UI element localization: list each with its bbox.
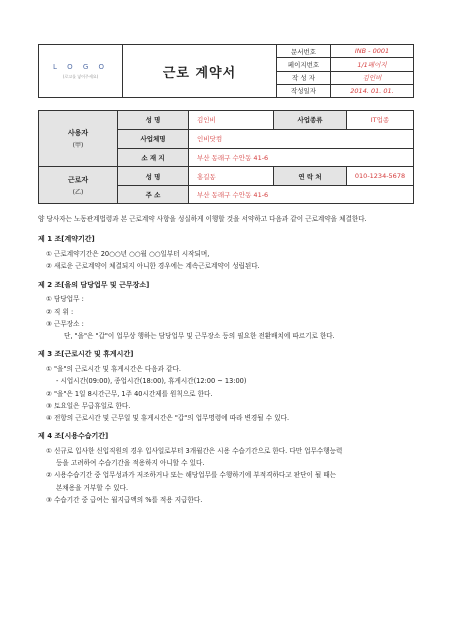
employee-name-label: 성 명 — [118, 167, 189, 184]
meta-value: INB - 0001 — [354, 47, 390, 56]
employer-name-label: 성 명 — [118, 111, 189, 129]
article-clause: ① "을"의 근로시간 및 휴게시간은 다음과 같다. — [46, 365, 181, 374]
article-clause: 단, "을"은 "갑"이 업무상 행하는 담당업무 및 근무장소 등의 필요한 전환배치에 따르기로 한다. — [64, 332, 335, 340]
logo-box — [39, 45, 123, 97]
article-clause: ② 직 위 : — [46, 307, 74, 316]
article-clause: - 시업시간(09:00), 종업시간(18:00), 휴게시간(12:00 ~ 13:00) — [56, 377, 247, 386]
article-clause: ① 담당업무 : — [46, 295, 84, 304]
article-section — [38, 234, 416, 271]
article-section — [38, 349, 416, 423]
employee-rows — [118, 167, 413, 203]
employer-addr-value: 부산 동래구 수안동 41-6 — [197, 153, 269, 162]
employer-name-value: 김인비 — [189, 111, 274, 129]
employee-addr-value: 부산 동래구 수안동 41-6 — [197, 190, 269, 199]
article-clause: ③ 토요일은 무급휴일로 한다. — [46, 401, 131, 410]
articles — [38, 234, 416, 505]
contract-body — [38, 214, 416, 507]
employer-biz-label: 사업체명 — [118, 130, 189, 148]
meta-key: 작 성 자 — [277, 72, 331, 84]
article-clause: ② "을"은 1일 8시간근무, 1주 40시간제를 원칙으로 한다. — [46, 389, 213, 398]
employer-type-label: 사업종류 — [274, 111, 347, 129]
meta-row — [277, 72, 413, 85]
employee-addr-label: 주 소 — [118, 186, 189, 203]
meta-key: 작성일자 — [277, 85, 331, 97]
document-header — [38, 44, 414, 98]
party-table — [38, 110, 414, 204]
meta-row — [277, 45, 413, 58]
employer-addr-row — [118, 149, 413, 167]
article-section — [38, 431, 416, 505]
article-clause: ① 신규로 입사한 신입직원의 경우 입사일로부터 3개월간은 시용 수습기간으로 한다. 다만 업무수행능력 — [46, 447, 343, 455]
employee-phone-value: 010-1234-5678 — [354, 172, 406, 181]
employer-biz-row — [118, 130, 413, 149]
meta-value: 1/1페이지 — [357, 60, 387, 69]
employee-group — [39, 167, 413, 203]
employee-name-row — [118, 167, 413, 185]
meta-row — [277, 85, 413, 97]
meta-row — [277, 58, 413, 71]
meta-value: 2014. 01. 01. — [350, 86, 394, 95]
meta-key: 문서번호 — [277, 45, 331, 57]
logo-note: (로고를 넣어주세요) — [62, 73, 99, 79]
intro-paragraph: 양 당사자는 노동관계법령과 본 근로계약 사항을 성실하게 이행할 것을 서약하고 다음과 같이 근로계약을 체결한다. — [38, 215, 367, 223]
employee-label: 근로자 — [67, 175, 89, 184]
article-clause: ③ 근무장소 : — [46, 319, 84, 328]
employer-type-value: IT업종 — [370, 116, 390, 125]
article-title: 제 4 조[시용수습기간] — [38, 432, 109, 441]
article-clause: ④ 전항의 근로시간 및 근무일 및 휴게시간은 "갑"의 업무명령에 따라 변경될 수 있다. — [46, 413, 290, 422]
employee-name-value: 홍길동 — [189, 167, 274, 184]
employee-side-label — [39, 167, 118, 203]
employee-addr-row — [118, 186, 413, 203]
employer-biz-value: 인비닷컴 — [197, 135, 223, 144]
article-clause: 본채용을 거부할 수 있다. — [56, 483, 129, 492]
employee-phone-label: 연 락 처 — [274, 167, 347, 184]
article-clause: ③ 수습기간 중 급여는 월지급액의 %를 적용 지급한다. — [46, 495, 203, 504]
employee-sub: (乙) — [72, 188, 84, 196]
article-title: 제 2 조[을의 담당업무 및 근무장소] — [38, 280, 150, 289]
document-meta — [277, 45, 413, 97]
employer-group — [39, 111, 413, 167]
article-clause: ② 새로운 근로계약이 체결되지 아니한 경우에는 계속근로계약이 성립된다. — [46, 262, 260, 271]
meta-value: 김인비 — [362, 74, 382, 83]
employer-rows — [118, 111, 413, 166]
meta-key: 페이지번호 — [277, 58, 331, 70]
article-section — [38, 280, 416, 342]
article-title: 제 3 조[근로시간 및 휴게시간] — [38, 350, 134, 359]
employer-side-label — [39, 111, 118, 166]
employer-label: 사용자 — [67, 129, 89, 138]
article-clause: ① 근로계약기간은 20○○년 ○○월 ○○일부터 시작되며, — [46, 250, 210, 259]
document-title: 근로 계약서 — [123, 45, 277, 97]
logo-text: L O G O — [52, 62, 109, 71]
employer-sub: (甲) — [72, 142, 84, 150]
employer-addr-label: 소 재 지 — [118, 149, 189, 167]
article-clause: 등을 고려하여 수습기간을 적용하지 아니할 수 있다. — [56, 459, 205, 468]
employer-name-row — [118, 111, 413, 130]
article-clause: ② 시용수습기간 중 업무성과가 저조하거나 또는 해당업무를 수행하기에 부적격하다고 판단이 될 때는 — [46, 471, 337, 480]
article-title: 제 1 조[계약기간] — [38, 235, 95, 244]
